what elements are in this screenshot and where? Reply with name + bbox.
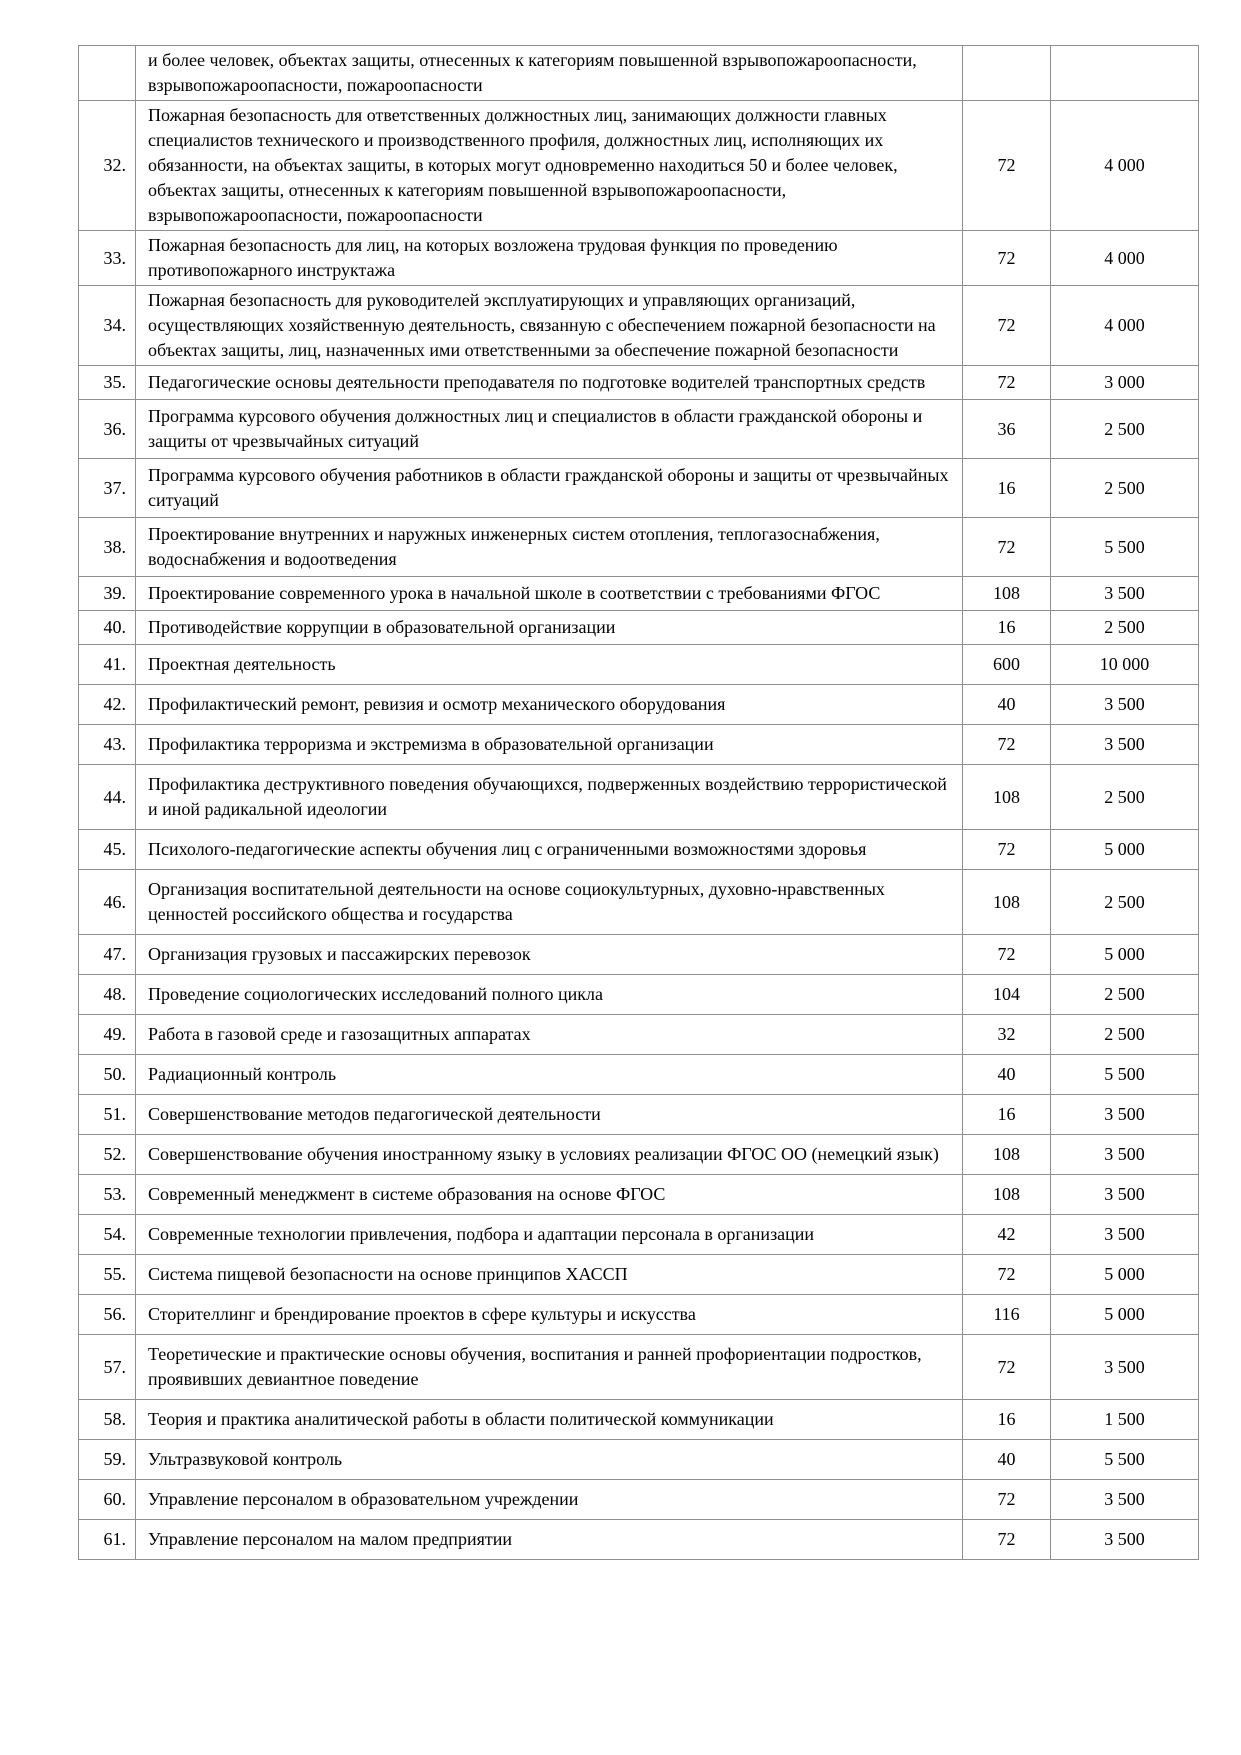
price-cell: 2 500 bbox=[1051, 400, 1199, 459]
course-name-cell: Управление персоналом в образовательном учреждении bbox=[136, 1480, 963, 1520]
row-number-cell bbox=[79, 46, 136, 101]
row-number-cell: 35. bbox=[79, 366, 136, 400]
row-number-cell: 46. bbox=[79, 870, 136, 935]
course-name-cell: Пожарная безопасность для руководителей эксплуатирующих и управляющих организаций, осуществляющих хозяйственную деятельность, связанную с обеспечением пожарной безопасности на объектах защиты, лиц, назначенных ими ответственными за обеспечение пожарной безопасности bbox=[136, 286, 963, 366]
hours-cell: 72 bbox=[963, 286, 1051, 366]
row-number-cell: 36. bbox=[79, 400, 136, 459]
price-cell: 5 000 bbox=[1051, 830, 1199, 870]
course-name-cell: Теоретические и практические основы обучения, воспитания и ранней профориентации подростков, проявивших девиантное поведение bbox=[136, 1335, 963, 1400]
hours-cell: 108 bbox=[963, 577, 1051, 611]
price-cell: 2 500 bbox=[1051, 870, 1199, 935]
course-table-body bbox=[79, 46, 1199, 1560]
table-row bbox=[79, 459, 1199, 518]
hours-cell: 16 bbox=[963, 611, 1051, 645]
hours-cell: 42 bbox=[963, 1215, 1051, 1255]
table-row bbox=[79, 975, 1199, 1015]
course-name-cell: Организация воспитательной деятельности на основе социокультурных, духовно-нравственных ценностей российского общества и государства bbox=[136, 870, 963, 935]
price-cell: 5 000 bbox=[1051, 1295, 1199, 1335]
table-row bbox=[79, 830, 1199, 870]
table-row bbox=[79, 870, 1199, 935]
table-row bbox=[79, 1215, 1199, 1255]
table-row bbox=[79, 935, 1199, 975]
price-cell: 3 500 bbox=[1051, 1135, 1199, 1175]
table-row bbox=[79, 1255, 1199, 1295]
hours-cell: 72 bbox=[963, 101, 1051, 231]
course-name-cell: Программа курсового обучения должностных лиц и специалистов в области гражданской обороны и защиты от чрезвычайных ситуаций bbox=[136, 400, 963, 459]
table-row bbox=[79, 1520, 1199, 1560]
course-name-cell: Теория и практика аналитической работы в области политической коммуникации bbox=[136, 1400, 963, 1440]
row-number-cell: 45. bbox=[79, 830, 136, 870]
hours-cell: 72 bbox=[963, 1520, 1051, 1560]
row-number-cell: 42. bbox=[79, 685, 136, 725]
price-cell: 3 000 bbox=[1051, 366, 1199, 400]
price-cell: 5 000 bbox=[1051, 1255, 1199, 1295]
row-number-cell: 48. bbox=[79, 975, 136, 1015]
table-row bbox=[79, 1480, 1199, 1520]
table-row bbox=[79, 366, 1199, 400]
table-row bbox=[79, 645, 1199, 685]
hours-cell: 72 bbox=[963, 1480, 1051, 1520]
row-number-cell: 47. bbox=[79, 935, 136, 975]
hours-cell: 72 bbox=[963, 366, 1051, 400]
table-row bbox=[79, 101, 1199, 231]
table-row bbox=[79, 1055, 1199, 1095]
hours-cell: 16 bbox=[963, 459, 1051, 518]
row-number-cell: 38. bbox=[79, 518, 136, 577]
price-cell: 5 500 bbox=[1051, 1440, 1199, 1480]
price-cell bbox=[1051, 46, 1199, 101]
price-cell: 3 500 bbox=[1051, 1335, 1199, 1400]
price-cell: 4 000 bbox=[1051, 101, 1199, 231]
course-name-cell: Педагогические основы деятельности преподавателя по подготовке водителей транспортных средств bbox=[136, 366, 963, 400]
hours-cell: 16 bbox=[963, 1095, 1051, 1135]
course-name-cell: Проектирование внутренних и наружных инженерных систем отопления, теплогазоснабжения, водоснабжения и водоотведения bbox=[136, 518, 963, 577]
row-number-cell: 50. bbox=[79, 1055, 136, 1095]
table-row bbox=[79, 1440, 1199, 1480]
price-cell: 4 000 bbox=[1051, 286, 1199, 366]
table-row bbox=[79, 46, 1199, 101]
course-name-cell: Пожарная безопасность для лиц, на которых возложена трудовая функция по проведению противопожарного инструктажа bbox=[136, 231, 963, 286]
row-number-cell: 49. bbox=[79, 1015, 136, 1055]
row-number-cell: 57. bbox=[79, 1335, 136, 1400]
row-number-cell: 59. bbox=[79, 1440, 136, 1480]
price-cell: 2 500 bbox=[1051, 1015, 1199, 1055]
table-row bbox=[79, 1135, 1199, 1175]
hours-cell: 72 bbox=[963, 1335, 1051, 1400]
row-number-cell: 39. bbox=[79, 577, 136, 611]
price-cell: 2 500 bbox=[1051, 611, 1199, 645]
hours-cell: 40 bbox=[963, 1055, 1051, 1095]
price-cell: 2 500 bbox=[1051, 765, 1199, 830]
course-name-cell: Сторителлинг и брендирование проектов в сфере культуры и искусства bbox=[136, 1295, 963, 1335]
row-number-cell: 33. bbox=[79, 231, 136, 286]
course-name-cell: Программа курсового обучения работников в области гражданской обороны и защиты от чрезвычайных ситуаций bbox=[136, 459, 963, 518]
row-number-cell: 55. bbox=[79, 1255, 136, 1295]
hours-cell: 104 bbox=[963, 975, 1051, 1015]
row-number-cell: 54. bbox=[79, 1215, 136, 1255]
row-number-cell: 58. bbox=[79, 1400, 136, 1440]
table-row bbox=[79, 765, 1199, 830]
row-number-cell: 51. bbox=[79, 1095, 136, 1135]
hours-cell: 108 bbox=[963, 1175, 1051, 1215]
course-name-cell: Система пищевой безопасности на основе принципов ХАССП bbox=[136, 1255, 963, 1295]
table-row bbox=[79, 725, 1199, 765]
table-row bbox=[79, 518, 1199, 577]
table-row bbox=[79, 400, 1199, 459]
course-name-cell: Противодействие коррупции в образовательной организации bbox=[136, 611, 963, 645]
table-row bbox=[79, 611, 1199, 645]
hours-cell: 600 bbox=[963, 645, 1051, 685]
price-cell: 5 500 bbox=[1051, 1055, 1199, 1095]
row-number-cell: 34. bbox=[79, 286, 136, 366]
hours-cell: 40 bbox=[963, 1440, 1051, 1480]
course-name-cell: Профилактика терроризма и экстремизма в образовательной организации bbox=[136, 725, 963, 765]
course-name-cell: Ультразвуковой контроль bbox=[136, 1440, 963, 1480]
price-cell: 3 500 bbox=[1051, 1175, 1199, 1215]
price-cell: 3 500 bbox=[1051, 1095, 1199, 1135]
hours-cell: 32 bbox=[963, 1015, 1051, 1055]
hours-cell: 16 bbox=[963, 1400, 1051, 1440]
row-number-cell: 56. bbox=[79, 1295, 136, 1335]
table-row bbox=[79, 685, 1199, 725]
price-cell: 3 500 bbox=[1051, 1480, 1199, 1520]
price-cell: 5 500 bbox=[1051, 518, 1199, 577]
table-row bbox=[79, 1400, 1199, 1440]
price-cell: 3 500 bbox=[1051, 577, 1199, 611]
price-cell: 10 000 bbox=[1051, 645, 1199, 685]
table-row bbox=[79, 1095, 1199, 1135]
course-name-cell: Профилактика деструктивного поведения обучающихся, подверженных воздействию террористической и иной радикальной идеологии bbox=[136, 765, 963, 830]
hours-cell: 72 bbox=[963, 830, 1051, 870]
hours-cell: 72 bbox=[963, 1255, 1051, 1295]
table-row bbox=[79, 1335, 1199, 1400]
course-name-cell: Психолого-педагогические аспекты обучения лиц с ограниченными возможностями здоровья bbox=[136, 830, 963, 870]
hours-cell: 72 bbox=[963, 518, 1051, 577]
row-number-cell: 43. bbox=[79, 725, 136, 765]
course-name-cell: и более человек, объектах защиты, отнесенных к категориям повышенной взрывопожароопасности, взрывопожароопасности, пожароопасности bbox=[136, 46, 963, 101]
hours-cell: 40 bbox=[963, 685, 1051, 725]
hours-cell bbox=[963, 46, 1051, 101]
table-row bbox=[79, 1295, 1199, 1335]
course-name-cell: Проведение социологических исследований полного цикла bbox=[136, 975, 963, 1015]
hours-cell: 108 bbox=[963, 765, 1051, 830]
price-cell: 5 000 bbox=[1051, 935, 1199, 975]
row-number-cell: 61. bbox=[79, 1520, 136, 1560]
table-row bbox=[79, 577, 1199, 611]
price-cell: 2 500 bbox=[1051, 459, 1199, 518]
course-name-cell: Работа в газовой среде и газозащитных аппаратах bbox=[136, 1015, 963, 1055]
row-number-cell: 44. bbox=[79, 765, 136, 830]
price-cell: 3 500 bbox=[1051, 1520, 1199, 1560]
course-name-cell: Организация грузовых и пассажирских перевозок bbox=[136, 935, 963, 975]
hours-cell: 72 bbox=[963, 935, 1051, 975]
hours-cell: 36 bbox=[963, 400, 1051, 459]
course-name-cell: Профилактический ремонт, ревизия и осмотр механического оборудования bbox=[136, 685, 963, 725]
row-number-cell: 41. bbox=[79, 645, 136, 685]
course-name-cell: Проектирование современного урока в начальной школе в соответствии с требованиями ФГОС bbox=[136, 577, 963, 611]
row-number-cell: 52. bbox=[79, 1135, 136, 1175]
table-row bbox=[79, 1175, 1199, 1215]
course-name-cell: Совершенствование методов педагогической деятельности bbox=[136, 1095, 963, 1135]
row-number-cell: 40. bbox=[79, 611, 136, 645]
row-number-cell: 53. bbox=[79, 1175, 136, 1215]
course-price-table bbox=[78, 45, 1199, 1560]
hours-cell: 116 bbox=[963, 1295, 1051, 1335]
table-row bbox=[79, 1015, 1199, 1055]
course-name-cell: Современные технологии привлечения, подбора и адаптации персонала в организации bbox=[136, 1215, 963, 1255]
price-cell: 1 500 bbox=[1051, 1400, 1199, 1440]
course-name-cell: Пожарная безопасность для ответственных должностных лиц, занимающих должности главных специалистов технического и производственного профиля, должностных лиц, исполняющих их обязанности, на объектах защиты, в которых могут одновременно находиться 50 и более человек, объектах защиты, отнесенных к категориям повышенной взрывопожароопасности, взрывопожароопасности, пожароопасности bbox=[136, 101, 963, 231]
hours-cell: 108 bbox=[963, 870, 1051, 935]
course-name-cell: Радиационный контроль bbox=[136, 1055, 963, 1095]
table-row bbox=[79, 286, 1199, 366]
table-row bbox=[79, 231, 1199, 286]
course-name-cell: Проектная деятельность bbox=[136, 645, 963, 685]
hours-cell: 108 bbox=[963, 1135, 1051, 1175]
price-cell: 3 500 bbox=[1051, 685, 1199, 725]
price-cell: 3 500 bbox=[1051, 725, 1199, 765]
course-name-cell: Управление персоналом на малом предприятии bbox=[136, 1520, 963, 1560]
price-cell: 3 500 bbox=[1051, 1215, 1199, 1255]
price-cell: 4 000 bbox=[1051, 231, 1199, 286]
hours-cell: 72 bbox=[963, 725, 1051, 765]
course-name-cell: Современный менеджмент в системе образования на основе ФГОС bbox=[136, 1175, 963, 1215]
row-number-cell: 32. bbox=[79, 101, 136, 231]
hours-cell: 72 bbox=[963, 231, 1051, 286]
price-cell: 2 500 bbox=[1051, 975, 1199, 1015]
row-number-cell: 37. bbox=[79, 459, 136, 518]
course-name-cell: Совершенствование обучения иностранному языку в условиях реализации ФГОС ОО (немецкий язык) bbox=[136, 1135, 963, 1175]
row-number-cell: 60. bbox=[79, 1480, 136, 1520]
